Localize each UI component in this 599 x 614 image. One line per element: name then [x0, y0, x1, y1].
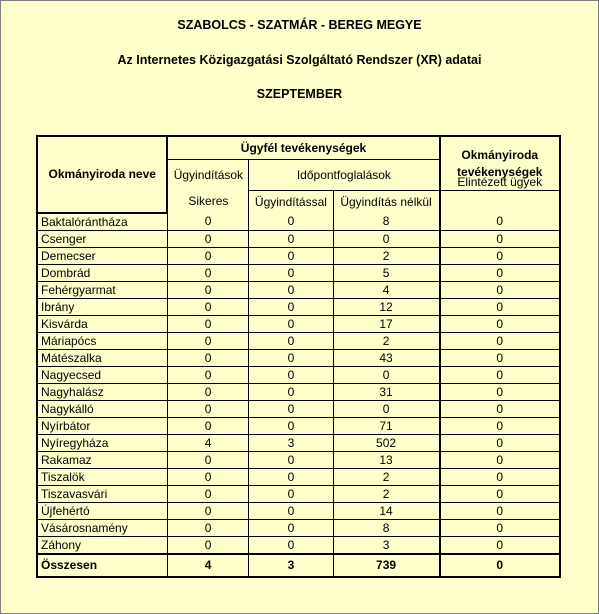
table-row — [37, 333, 560, 350]
with-initiation-cell: 0 — [249, 418, 333, 435]
handled-cases-cell: 0 — [440, 452, 561, 469]
successful-cell: 0 — [167, 333, 248, 350]
handled-cases-cell: 0 — [440, 350, 561, 367]
table-row — [37, 435, 560, 452]
header-with-initiation: Ügyindítással — [249, 191, 333, 214]
with-initiation-cell: 0 — [249, 333, 333, 350]
handled-cases-cell: 0 — [440, 299, 561, 316]
office-name-cell: Rakamaz — [37, 452, 167, 469]
handled-cases-cell: 0 — [440, 265, 561, 282]
with-initiation-cell: 0 — [249, 248, 333, 265]
table-row — [37, 316, 560, 333]
successful-cell: 4 — [167, 554, 248, 577]
without-initiation-cell: 0 — [333, 367, 439, 384]
handled-cases-cell: 0 — [440, 554, 561, 577]
header-client-activities: Ügyfél tevékenységek — [167, 136, 439, 160]
office-name-cell: Összesen — [37, 554, 167, 577]
handled-cases-cell: 0 — [440, 401, 561, 418]
with-initiation-cell: 0 — [249, 265, 333, 282]
table-row — [37, 452, 560, 469]
successful-cell: 0 — [167, 316, 248, 333]
without-initiation-cell: 12 — [333, 299, 439, 316]
office-name-cell: Baktalórántháza — [37, 213, 167, 231]
without-initiation-cell: 43 — [333, 350, 439, 367]
handled-cases-cell: 0 — [440, 316, 561, 333]
handled-cases-cell: 0 — [440, 384, 561, 401]
with-initiation-cell: 0 — [249, 452, 333, 469]
table-row — [37, 299, 560, 316]
handled-cases-cell: 0 — [440, 213, 561, 231]
statistics-table — [36, 135, 561, 578]
without-initiation-cell: 4 — [333, 282, 439, 299]
table-row — [37, 367, 560, 384]
successful-cell: 0 — [167, 350, 248, 367]
with-initiation-cell: 0 — [249, 299, 333, 316]
without-initiation-cell: 2 — [333, 333, 439, 350]
successful-cell: 4 — [167, 435, 248, 452]
table-row — [37, 469, 560, 486]
with-initiation-cell: 3 — [249, 554, 333, 577]
successful-cell: 0 — [167, 452, 248, 469]
table-row — [37, 520, 560, 537]
without-initiation-cell: 502 — [333, 435, 439, 452]
with-initiation-cell: 0 — [249, 213, 333, 231]
without-initiation-cell: 71 — [333, 418, 439, 435]
office-name-cell: Tiszalök — [37, 469, 167, 486]
successful-cell: 0 — [167, 282, 248, 299]
total-row — [37, 554, 560, 577]
successful-cell: 0 — [167, 469, 248, 486]
handled-cases-cell: 0 — [440, 520, 561, 537]
successful-cell: 0 — [167, 520, 248, 537]
office-name-cell: Csenger — [37, 231, 167, 248]
office-name-cell: Ibrány — [37, 299, 167, 316]
table-row — [37, 401, 560, 418]
successful-cell: 0 — [167, 265, 248, 282]
successful-cell: 0 — [167, 213, 248, 231]
table-row — [37, 350, 560, 367]
without-initiation-cell: 0 — [333, 401, 439, 418]
without-initiation-cell: 17 — [333, 316, 439, 333]
office-name-cell: Nagykálló — [37, 401, 167, 418]
office-name-cell: Nyírbátor — [37, 418, 167, 435]
successful-cell: 0 — [167, 367, 248, 384]
month-title: SZEPTEMBER — [256, 87, 343, 101]
successful-cell: 0 — [167, 299, 248, 316]
county-title: SZABOLCS - SZATMÁR - BEREG MEGYE — [177, 18, 422, 32]
with-initiation-cell: 0 — [249, 367, 333, 384]
without-initiation-cell: 3 — [333, 537, 439, 555]
without-initiation-cell: 8 — [333, 520, 439, 537]
without-initiation-cell: 0 — [333, 231, 439, 248]
with-initiation-cell: 0 — [249, 520, 333, 537]
handled-cases-cell: 0 — [440, 418, 561, 435]
without-initiation-cell: 31 — [333, 384, 439, 401]
with-initiation-cell: 0 — [249, 350, 333, 367]
header-office-activities: Okmányiroda tevékenységek — [440, 136, 561, 191]
with-initiation-cell: 0 — [249, 401, 333, 418]
table-row — [37, 486, 560, 503]
table-row — [37, 418, 560, 435]
table-row — [37, 537, 560, 555]
table-row — [37, 213, 560, 231]
handled-cases-cell: 0 — [440, 231, 561, 248]
handled-cases-cell: 0 — [440, 469, 561, 486]
table-row — [37, 282, 560, 299]
office-name-cell: Vásárosnamény — [37, 520, 167, 537]
table-row — [37, 231, 560, 248]
office-name-cell: Mátészalka — [37, 350, 167, 367]
header-handled-cases-label: Elintézett ügyek — [457, 175, 543, 189]
office-name-cell: Máriapócs — [37, 333, 167, 350]
handled-cases-cell: 0 — [440, 248, 561, 265]
header-case-initiations: Ügyindítások — [167, 160, 248, 191]
handled-cases-cell: 0 — [440, 367, 561, 384]
handled-cases-cell: 0 — [440, 486, 561, 503]
report-subtitle: Az Internetes Közigazgatási Szolgáltató Rendszer (XR) adatai — [117, 53, 482, 67]
with-initiation-cell: 3 — [249, 435, 333, 452]
with-initiation-cell: 0 — [249, 282, 333, 299]
successful-cell: 0 — [167, 537, 248, 555]
without-initiation-cell: 14 — [333, 503, 439, 520]
office-name-cell: Demecser — [37, 248, 167, 265]
with-initiation-cell: 0 — [249, 231, 333, 248]
without-initiation-cell: 2 — [333, 469, 439, 486]
successful-cell: 0 — [167, 418, 248, 435]
office-name-cell: Záhony — [37, 537, 167, 555]
handled-cases-cell: 0 — [440, 333, 561, 350]
successful-cell: 0 — [167, 248, 248, 265]
office-name-cell: Újfehértó — [37, 503, 167, 520]
table-body — [37, 213, 560, 577]
with-initiation-cell: 0 — [249, 486, 333, 503]
without-initiation-cell: 5 — [333, 265, 439, 282]
handled-cases-cell: 0 — [440, 537, 561, 555]
table-row — [37, 248, 560, 265]
without-initiation-cell: 13 — [333, 452, 439, 469]
with-initiation-cell: 0 — [249, 316, 333, 333]
with-initiation-cell: 0 — [249, 503, 333, 520]
office-name-cell: Nyíregyháza — [37, 435, 167, 452]
handled-cases-cell: 0 — [440, 503, 561, 520]
with-initiation-cell: 0 — [249, 384, 333, 401]
handled-cases-cell: 0 — [440, 435, 561, 452]
header-office-name: Okmányiroda neve — [37, 136, 167, 213]
table-row — [37, 503, 560, 520]
successful-cell: 0 — [167, 231, 248, 248]
office-name-cell: Kisvárda — [37, 316, 167, 333]
office-name-cell: Nagyecsed — [37, 367, 167, 384]
office-name-cell: Fehérgyarmat — [37, 282, 167, 299]
table-row — [37, 265, 560, 282]
header-handled-cases — [440, 175, 561, 214]
successful-cell: 0 — [167, 401, 248, 418]
table-row — [37, 384, 560, 401]
handled-cases-cell: 0 — [440, 282, 561, 299]
without-initiation-cell: 739 — [333, 554, 439, 577]
without-initiation-cell: 2 — [333, 248, 439, 265]
header-appointment-bookings: Időpontfoglalások — [296, 167, 391, 182]
header-successful: Sikeres — [167, 191, 248, 214]
with-initiation-cell: 0 — [249, 469, 333, 486]
office-name-cell: Dombrád — [37, 265, 167, 282]
with-initiation-cell: 0 — [249, 537, 333, 555]
header-without-initiation: Ügyindítás nélkül — [333, 191, 439, 214]
office-name-cell: Tiszavasvári — [37, 486, 167, 503]
successful-cell: 0 — [167, 503, 248, 520]
without-initiation-cell: 8 — [333, 213, 439, 231]
successful-cell: 0 — [167, 486, 248, 503]
without-initiation-cell: 2 — [333, 486, 439, 503]
office-name-cell: Nagyhalász — [37, 384, 167, 401]
successful-cell: 0 — [167, 384, 248, 401]
